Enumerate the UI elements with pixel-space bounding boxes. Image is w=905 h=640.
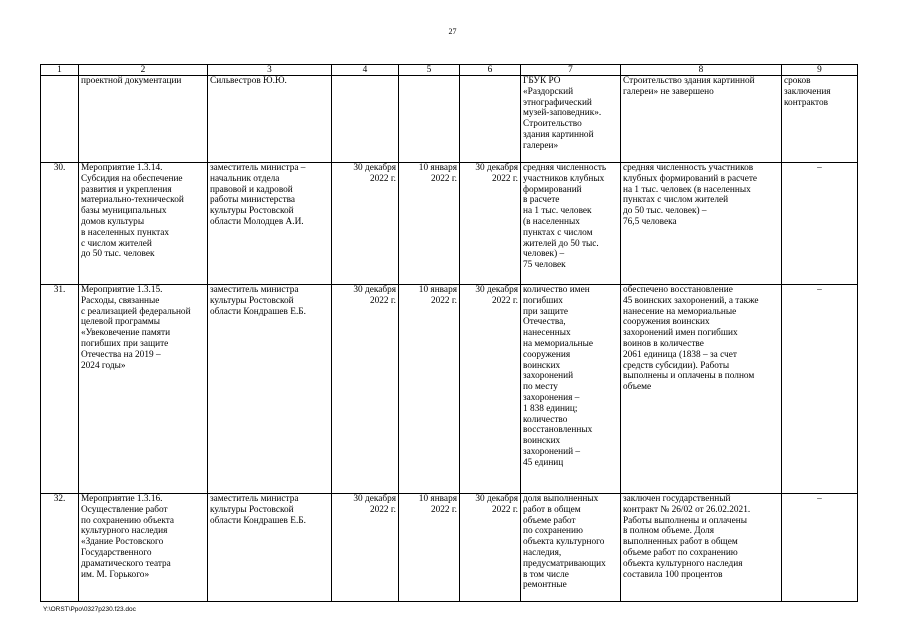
row-number: 31. — [41, 285, 79, 494]
table-row — [41, 76, 858, 163]
measure-name: Мероприятие 1.3.16. Осуществление работ по сохранению объекта культурного наследия «Здание Ростовского Государственного драматического театра им. М. Горького» — [79, 494, 208, 602]
planned-result: количество имен погибших при защите Отечества, нанесенных на мемориальные сооружения воинских захоронений по месту захоронения – 1 838 единиц; количество восстановленных воинских захоронений – 45 единиц — [521, 285, 621, 494]
header-cell: 6 — [460, 65, 521, 76]
responsible-person: заместитель министра культуры Ростовской области Кондрашев Е.Б. — [208, 285, 332, 494]
measure-name: Мероприятие 1.3.15. Расходы, связанные с реализацией федеральной целевой программы «Увековечение памяти погибших при защите Отечества на 2019 – 2024 годы» — [79, 285, 208, 494]
table-header-row — [41, 65, 858, 76]
planned-date: 30 декабря 2022 г. — [332, 163, 399, 285]
header-cell: 7 — [521, 65, 621, 76]
header-cell: 5 — [399, 65, 460, 76]
measure-name: Мероприятие 1.3.14. Субсидия на обеспечение развития и укрепления материально-технической базы муниципальных домов культуры в населенных пунктах с числом жителей до 50 тыс. человек — [79, 163, 208, 285]
header-cell: 4 — [332, 65, 399, 76]
reasons: – — [782, 163, 858, 285]
end-date: 30 декабря 2022 г. — [460, 494, 521, 602]
header-cell: 1 — [41, 65, 79, 76]
reasons: сроков заключения контрактов — [782, 76, 858, 163]
planned-result: средняя численность участников клубных формирований в расчете на 1 тыс. человек (в населенных пунктах с числом жителей до 50 тыс. человек) – 75 человек — [521, 163, 621, 285]
start-date: 10 января 2022 г. — [399, 285, 460, 494]
row-number — [41, 76, 79, 163]
header-cell: 2 — [79, 65, 208, 76]
table-row — [41, 285, 858, 494]
reasons: – — [782, 494, 858, 602]
planned-date: 30 декабря 2022 г. — [332, 494, 399, 602]
header-cell: 8 — [621, 65, 782, 76]
header-cell: 9 — [782, 65, 858, 76]
start-date: 10 января 2022 г. — [399, 163, 460, 285]
header-cell: 3 — [208, 65, 332, 76]
responsible-person: заместитель министра – начальник отдела правовой и кадровой работы министерства культуры Ростовской области Молодцев А.И. — [208, 163, 332, 285]
responsible-person: заместитель министра культуры Ростовской области Кондрашев Е.Б. — [208, 494, 332, 602]
planned-date — [332, 76, 399, 163]
start-date — [399, 76, 460, 163]
planned-date: 30 декабря 2022 г. — [332, 285, 399, 494]
table-row — [41, 163, 858, 285]
planned-result: ГБУК РО «Раздорский этнографический музей-заповедник». Строительство здания картинной галереи» — [521, 76, 621, 163]
row-number: 30. — [41, 163, 79, 285]
row-number: 32. — [41, 494, 79, 602]
reasons: – — [782, 285, 858, 494]
file-path-footer: Y:\ORST\Ppo\0327p230.f23.doc — [43, 606, 136, 613]
actual-result: заключен государственный контракт № 26/02 от 26.02.2021. Работы выполнены и оплачены в полном объеме. Доля выполненных работ в общем объеме работ по сохранению объекта культурного наследия составила 100 процентов — [621, 494, 782, 602]
planned-result: доля выполненных работ в общем объеме работ по сохранению объекта культурного наследия, предусматривающих в том числе ремонтные — [521, 494, 621, 602]
actual-result: средняя численность участников клубных формирований в расчете на 1 тыс. человек (в населенных пунктах с числом жителей до 50 тыс. человек) – 76,5 человека — [621, 163, 782, 285]
start-date: 10 января 2022 г. — [399, 494, 460, 602]
actual-result: обеспечено восстановление 45 воинских захоронений, а также нанесение на мемориальные сооружения воинских захоронений имен погибших воинов в количестве 2061 единица (1838 – за счет средств субсидии). Работы выполнены и оплачены в полном объеме — [621, 285, 782, 494]
page-number: 27 — [448, 27, 457, 36]
end-date: 30 декабря 2022 г. — [460, 163, 521, 285]
report-table — [40, 64, 858, 602]
actual-result: Строительство здания картинной галереи» не завершено — [621, 76, 782, 163]
end-date — [460, 76, 521, 163]
responsible-person: Сильвестров Ю.Ю. — [208, 76, 332, 163]
end-date: 30 декабря 2022 г. — [460, 285, 521, 494]
measure-name: проектной документации — [79, 76, 208, 163]
table-row — [41, 494, 858, 602]
